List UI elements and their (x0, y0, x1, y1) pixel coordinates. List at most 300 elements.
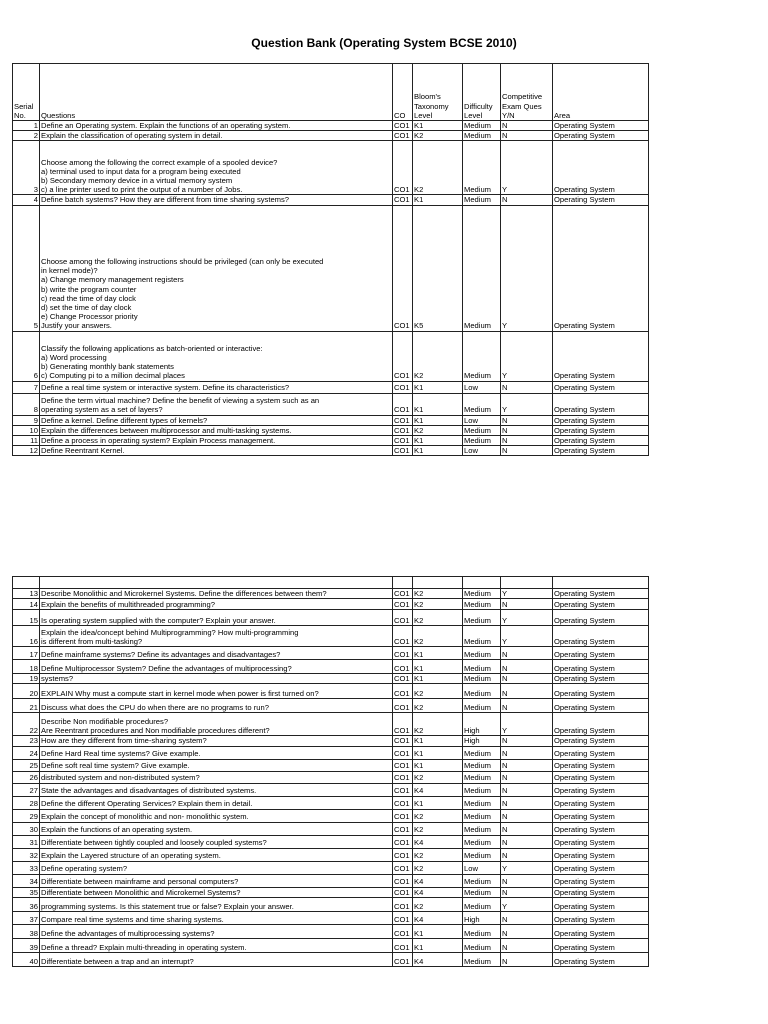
table-row (13, 699, 649, 713)
area-cell: Operating System (553, 626, 649, 647)
question-cell: Define a thread? Explain multi-threading in operating system. (40, 938, 393, 952)
competitive-cell: N (501, 848, 553, 861)
question-cell: State the advantages and disadvantages of distributed systems. (40, 783, 393, 796)
bloom-cell: K2 (413, 699, 463, 713)
table-row (13, 141, 649, 195)
serial-cell: 34 (13, 874, 40, 887)
difficulty-cell: Medium (463, 822, 501, 835)
area-cell: Operating System (553, 331, 649, 381)
area-cell: Operating System (553, 446, 649, 456)
question-cell: Explain the benefits of multithreaded programming? (40, 599, 393, 610)
difficulty-cell: Low (463, 446, 501, 456)
difficulty-cell: Medium (463, 887, 501, 897)
competitive-cell: N (501, 835, 553, 848)
area-cell: Operating System (553, 911, 649, 924)
table-row (13, 195, 649, 205)
difficulty-cell: Medium (463, 141, 501, 195)
bloom-cell: K1 (413, 938, 463, 952)
difficulty-cell: Low (463, 381, 501, 393)
question-cell: Choose among the following instructions should be privileged (can only be executed in kernel mode)? a) Change memory management registers b) write the program counter c) read the time of day clock d) set the time of day clock e) Change Processor priority Justify your answers. (40, 205, 393, 331)
area-cell: Operating System (553, 822, 649, 835)
table-row (13, 331, 649, 381)
competitive-cell: N (501, 874, 553, 887)
area-cell: Operating System (553, 736, 649, 746)
question-cell: Explain the idea/concept behind Multiprogramming? How multi-programming is different from multi-tasking? (40, 626, 393, 647)
competitive-cell: N (501, 938, 553, 952)
question-cell: Define the different Operating Services? Explain them in detail. (40, 796, 393, 809)
area-cell: Operating System (553, 874, 649, 887)
co-cell: CO1 (393, 393, 413, 415)
table-row (13, 809, 649, 822)
serial-cell: 29 (13, 809, 40, 822)
difficulty-cell: High (463, 736, 501, 746)
area-cell: Operating System (553, 415, 649, 425)
area-cell: Operating System (553, 809, 649, 822)
question-cell: Differentiate between a trap and an interrupt? (40, 952, 393, 966)
difficulty-cell: Medium (463, 746, 501, 759)
difficulty-cell: High (463, 911, 501, 924)
co-cell: CO1 (393, 835, 413, 848)
table-row (13, 381, 649, 393)
question-cell: Differentiate between Monolithic and Microkernel Systems? (40, 887, 393, 897)
area-cell: Operating System (553, 647, 649, 660)
competitive-cell: N (501, 699, 553, 713)
bloom-cell: K1 (413, 759, 463, 771)
difficulty-cell: Medium (463, 425, 501, 435)
area-cell: Operating System (553, 141, 649, 195)
area-cell: Operating System (553, 195, 649, 205)
competitive-cell: N (501, 822, 553, 835)
header-difficulty: Difficulty Level (463, 64, 501, 121)
question-table-page-1 (12, 63, 649, 456)
co-cell: CO1 (393, 874, 413, 887)
table-row (13, 874, 649, 887)
competitive-cell: Y (501, 205, 553, 331)
table-row (13, 952, 649, 966)
serial-cell: 7 (13, 381, 40, 393)
difficulty-cell: Low (463, 415, 501, 425)
table-row (13, 660, 649, 674)
table-row (13, 736, 649, 746)
bloom-cell: K4 (413, 911, 463, 924)
question-cell: Describe Monolithic and Microkernel Systems. Define the differences between them? (40, 589, 393, 599)
co-cell: CO1 (393, 131, 413, 141)
serial-cell: 33 (13, 861, 40, 874)
table-row (13, 599, 649, 610)
table-row (13, 446, 649, 456)
area-cell: Operating System (553, 771, 649, 783)
question-cell: Is operating system supplied with the computer? Explain your answer. (40, 610, 393, 626)
bloom-cell: K2 (413, 809, 463, 822)
competitive-cell: N (501, 783, 553, 796)
difficulty-cell: Medium (463, 610, 501, 626)
bloom-cell: K2 (413, 684, 463, 699)
header-competitive: Competitive Exam Ques Y/N (501, 64, 553, 121)
area-cell: Operating System (553, 205, 649, 331)
table-row (13, 131, 649, 141)
competitive-cell: N (501, 436, 553, 446)
competitive-cell: N (501, 746, 553, 759)
table-row (13, 759, 649, 771)
bloom-cell: K1 (413, 746, 463, 759)
difficulty-cell: Medium (463, 924, 501, 938)
difficulty-cell: Medium (463, 131, 501, 141)
table-row (13, 783, 649, 796)
co-cell (393, 577, 413, 589)
serial-cell: 20 (13, 684, 40, 699)
table-row (13, 746, 649, 759)
competitive-cell: N (501, 674, 553, 684)
area-cell: Operating System (553, 746, 649, 759)
difficulty-cell: Medium (463, 674, 501, 684)
header-row (13, 64, 649, 121)
co-cell: CO1 (393, 589, 413, 599)
area-cell: Operating System (553, 610, 649, 626)
area-cell: Operating System (553, 393, 649, 415)
table-row (13, 848, 649, 861)
competitive-cell: N (501, 736, 553, 746)
question-cell: Differentiate between mainframe and personal computers? (40, 874, 393, 887)
competitive-cell: N (501, 952, 553, 966)
bloom-cell: K2 (413, 589, 463, 599)
serial-cell (13, 577, 40, 589)
question-cell: Define the term virtual machine? Define the benefit of viewing a system such as an operating system as a set of layers? (40, 393, 393, 415)
serial-cell: 21 (13, 699, 40, 713)
competitive-cell: N (501, 796, 553, 809)
co-cell: CO1 (393, 331, 413, 381)
serial-cell: 31 (13, 835, 40, 848)
bloom-cell: K2 (413, 848, 463, 861)
serial-cell: 8 (13, 393, 40, 415)
question-cell: Define an Operating system. Explain the functions of an operating system. (40, 121, 393, 131)
area-cell: Operating System (553, 131, 649, 141)
question-cell: Define Multiprocessor System? Define the advantages of multiprocessing? (40, 660, 393, 674)
co-cell: CO1 (393, 415, 413, 425)
area-cell: Operating System (553, 938, 649, 952)
difficulty-cell: Medium (463, 938, 501, 952)
competitive-cell: N (501, 195, 553, 205)
serial-cell: 39 (13, 938, 40, 952)
area-cell: Operating System (553, 783, 649, 796)
competitive-cell: N (501, 660, 553, 674)
question-cell: distributed system and non-distributed system? (40, 771, 393, 783)
co-cell: CO1 (393, 205, 413, 331)
co-cell: CO1 (393, 783, 413, 796)
bloom-cell: K2 (413, 861, 463, 874)
table-row (13, 911, 649, 924)
question-cell: Define a process in operating system? Explain Process management. (40, 436, 393, 446)
serial-cell: 3 (13, 141, 40, 195)
bloom-cell: K2 (413, 141, 463, 195)
co-cell: CO1 (393, 599, 413, 610)
difficulty-cell: Medium (463, 874, 501, 887)
difficulty-cell: Medium (463, 436, 501, 446)
competitive-cell: Y (501, 331, 553, 381)
serial-cell: 30 (13, 822, 40, 835)
table-row (13, 861, 649, 874)
area-cell: Operating System (553, 759, 649, 771)
co-cell: CO1 (393, 195, 413, 205)
co-cell: CO1 (393, 938, 413, 952)
difficulty-cell: Medium (463, 660, 501, 674)
competitive-cell: N (501, 446, 553, 456)
table-row (13, 647, 649, 660)
table-row (13, 924, 649, 938)
co-cell: CO1 (393, 121, 413, 131)
competitive-cell: Y (501, 141, 553, 195)
question-cell: Define the advantages of multiprocessing systems? (40, 924, 393, 938)
question-cell: Explain the differences between multiprocessor and multi-tasking systems. (40, 425, 393, 435)
serial-cell: 16 (13, 626, 40, 647)
question-cell: How are they different from time-sharing system? (40, 736, 393, 746)
difficulty-cell: Medium (463, 626, 501, 647)
co-cell: CO1 (393, 425, 413, 435)
serial-cell: 17 (13, 647, 40, 660)
bloom-cell: K4 (413, 952, 463, 966)
question-cell: EXPLAIN Why must a compute start in kernel mode when power is first turned on? (40, 684, 393, 699)
area-cell: Operating System (553, 660, 649, 674)
difficulty-cell: Medium (463, 647, 501, 660)
area-cell (553, 577, 649, 589)
table-row (13, 425, 649, 435)
competitive-cell: Y (501, 393, 553, 415)
co-cell: CO1 (393, 436, 413, 446)
serial-cell: 5 (13, 205, 40, 331)
competitive-cell: N (501, 425, 553, 435)
difficulty-cell: Medium (463, 699, 501, 713)
area-cell: Operating System (553, 796, 649, 809)
serial-cell: 1 (13, 121, 40, 131)
co-cell: CO1 (393, 674, 413, 684)
co-cell: CO1 (393, 699, 413, 713)
co-cell: CO1 (393, 660, 413, 674)
serial-cell: 37 (13, 911, 40, 924)
question-cell: Define operating system? (40, 861, 393, 874)
bloom-cell: K2 (413, 425, 463, 435)
serial-cell: 11 (13, 436, 40, 446)
difficulty-cell: Medium (463, 205, 501, 331)
serial-cell: 6 (13, 331, 40, 381)
table-row (13, 205, 649, 331)
difficulty-cell: Medium (463, 195, 501, 205)
bloom-cell: K1 (413, 446, 463, 456)
serial-cell: 36 (13, 897, 40, 911)
competitive-cell (501, 577, 553, 589)
co-cell: CO1 (393, 848, 413, 861)
competitive-cell: N (501, 647, 553, 660)
difficulty-cell (463, 577, 501, 589)
bloom-cell: K4 (413, 783, 463, 796)
serial-cell: 25 (13, 759, 40, 771)
question-cell: Describe Non modifiable procedures? Are Reentrant procedures and Non modifiable procedures different? (40, 713, 393, 736)
competitive-cell: Y (501, 610, 553, 626)
table-row (13, 393, 649, 415)
table-row (13, 626, 649, 647)
difficulty-cell: Medium (463, 759, 501, 771)
co-cell: CO1 (393, 822, 413, 835)
document-title: Question Bank (Operating System BCSE 2010) (251, 36, 517, 50)
bloom-cell: K4 (413, 835, 463, 848)
bloom-cell: K2 (413, 131, 463, 141)
table-row (13, 415, 649, 425)
question-cell (40, 577, 393, 589)
question-cell: Explain the concept of monolithic and non- monolithic system. (40, 809, 393, 822)
serial-cell: 38 (13, 924, 40, 938)
question-cell: Discuss what does the CPU do when there are no programs to run? (40, 699, 393, 713)
question-cell: Explain the functions of an operating system. (40, 822, 393, 835)
serial-cell: 23 (13, 736, 40, 746)
difficulty-cell: Medium (463, 952, 501, 966)
bloom-cell: K2 (413, 331, 463, 381)
table-row (13, 684, 649, 699)
co-cell: CO1 (393, 141, 413, 195)
table-row (13, 674, 649, 684)
bloom-cell: K2 (413, 713, 463, 736)
difficulty-cell: High (463, 713, 501, 736)
header-co: CO (393, 64, 413, 121)
serial-cell: 10 (13, 425, 40, 435)
serial-cell: 12 (13, 446, 40, 456)
competitive-cell: N (501, 415, 553, 425)
serial-cell: 26 (13, 771, 40, 783)
co-cell: CO1 (393, 610, 413, 626)
bloom-cell: K1 (413, 736, 463, 746)
difficulty-cell: Medium (463, 783, 501, 796)
question-cell: Explain the classification of operating system in detail. (40, 131, 393, 141)
table-row (13, 436, 649, 446)
competitive-cell: N (501, 381, 553, 393)
co-cell: CO1 (393, 887, 413, 897)
area-cell: Operating System (553, 599, 649, 610)
question-cell: Differentiate between tightly coupled and loosely coupled systems? (40, 835, 393, 848)
area-cell: Operating System (553, 121, 649, 131)
question-cell: Define mainframe systems? Define its advantages and disadvantages? (40, 647, 393, 660)
question-cell: Define batch systems? How they are different from time sharing systems? (40, 195, 393, 205)
question-cell: programming systems. Is this statement true or false? Explain your answer. (40, 897, 393, 911)
difficulty-cell: Medium (463, 684, 501, 699)
co-cell: CO1 (393, 746, 413, 759)
area-cell: Operating System (553, 835, 649, 848)
area-cell: Operating System (553, 699, 649, 713)
competitive-cell: Y (501, 589, 553, 599)
co-cell: CO1 (393, 897, 413, 911)
difficulty-cell: Medium (463, 599, 501, 610)
competitive-cell: Y (501, 897, 553, 911)
co-cell: CO1 (393, 952, 413, 966)
difficulty-cell: Medium (463, 796, 501, 809)
question-cell: Define a kernel. Define different types of kernels? (40, 415, 393, 425)
competitive-cell: N (501, 759, 553, 771)
bloom-cell: K2 (413, 897, 463, 911)
difficulty-cell: Medium (463, 331, 501, 381)
bloom-cell: K1 (413, 924, 463, 938)
bloom-cell: K1 (413, 393, 463, 415)
bloom-cell: K1 (413, 381, 463, 393)
serial-cell: 27 (13, 783, 40, 796)
competitive-cell: N (501, 131, 553, 141)
header-area: Area (553, 64, 649, 121)
difficulty-cell: Medium (463, 835, 501, 848)
table-row (13, 897, 649, 911)
co-cell: CO1 (393, 911, 413, 924)
area-cell: Operating System (553, 589, 649, 599)
difficulty-cell: Medium (463, 121, 501, 131)
bloom-cell: K5 (413, 205, 463, 331)
question-cell: systems? (40, 674, 393, 684)
difficulty-cell: Medium (463, 393, 501, 415)
competitive-cell: N (501, 771, 553, 783)
co-cell: CO1 (393, 626, 413, 647)
co-cell: CO1 (393, 647, 413, 660)
competitive-cell: Y (501, 713, 553, 736)
table-row (13, 121, 649, 131)
question-cell: Define a real time system or interactive system. Define its characteristics? (40, 381, 393, 393)
difficulty-cell: Medium (463, 897, 501, 911)
co-cell: CO1 (393, 736, 413, 746)
question-cell: Compare real time systems and time sharing systems. (40, 911, 393, 924)
bloom-cell: K2 (413, 610, 463, 626)
table-row (13, 938, 649, 952)
co-cell: CO1 (393, 796, 413, 809)
question-cell: Explain the Layered structure of an operating system. (40, 848, 393, 861)
competitive-cell: N (501, 684, 553, 699)
area-cell: Operating System (553, 436, 649, 446)
serial-cell: 28 (13, 796, 40, 809)
competitive-cell: N (501, 924, 553, 938)
co-cell: CO1 (393, 771, 413, 783)
area-cell: Operating System (553, 381, 649, 393)
serial-cell: 40 (13, 952, 40, 966)
competitive-cell: N (501, 887, 553, 897)
area-cell: Operating System (553, 425, 649, 435)
competitive-cell: N (501, 809, 553, 822)
area-cell: Operating System (553, 861, 649, 874)
difficulty-cell: Medium (463, 589, 501, 599)
serial-cell: 14 (13, 599, 40, 610)
header-bloom: Bloom's Taxonomy Level (413, 64, 463, 121)
serial-cell: 24 (13, 746, 40, 759)
bloom-cell: K4 (413, 874, 463, 887)
serial-cell: 15 (13, 610, 40, 626)
co-cell: CO1 (393, 446, 413, 456)
competitive-cell: Y (501, 861, 553, 874)
question-cell: Define Hard Real time systems? Give example. (40, 746, 393, 759)
bloom-cell: K1 (413, 660, 463, 674)
header-questions: Questions (40, 64, 393, 121)
difficulty-cell: Medium (463, 771, 501, 783)
difficulty-cell: Medium (463, 848, 501, 861)
table-row (13, 610, 649, 626)
area-cell: Operating System (553, 887, 649, 897)
area-cell: Operating System (553, 848, 649, 861)
serial-cell: 13 (13, 589, 40, 599)
competitive-cell: N (501, 121, 553, 131)
table-row (13, 589, 649, 599)
competitive-cell: N (501, 599, 553, 610)
bloom-cell: K1 (413, 436, 463, 446)
area-cell: Operating System (553, 684, 649, 699)
area-cell: Operating System (553, 952, 649, 966)
difficulty-cell: Low (463, 861, 501, 874)
question-table-page-2 (12, 576, 649, 967)
bloom-cell: K2 (413, 599, 463, 610)
bloom-cell: K2 (413, 822, 463, 835)
question-cell: Define Reentrant Kernel. (40, 446, 393, 456)
difficulty-cell: Medium (463, 809, 501, 822)
serial-cell: 2 (13, 131, 40, 141)
co-cell: CO1 (393, 759, 413, 771)
bloom-cell: K1 (413, 121, 463, 131)
